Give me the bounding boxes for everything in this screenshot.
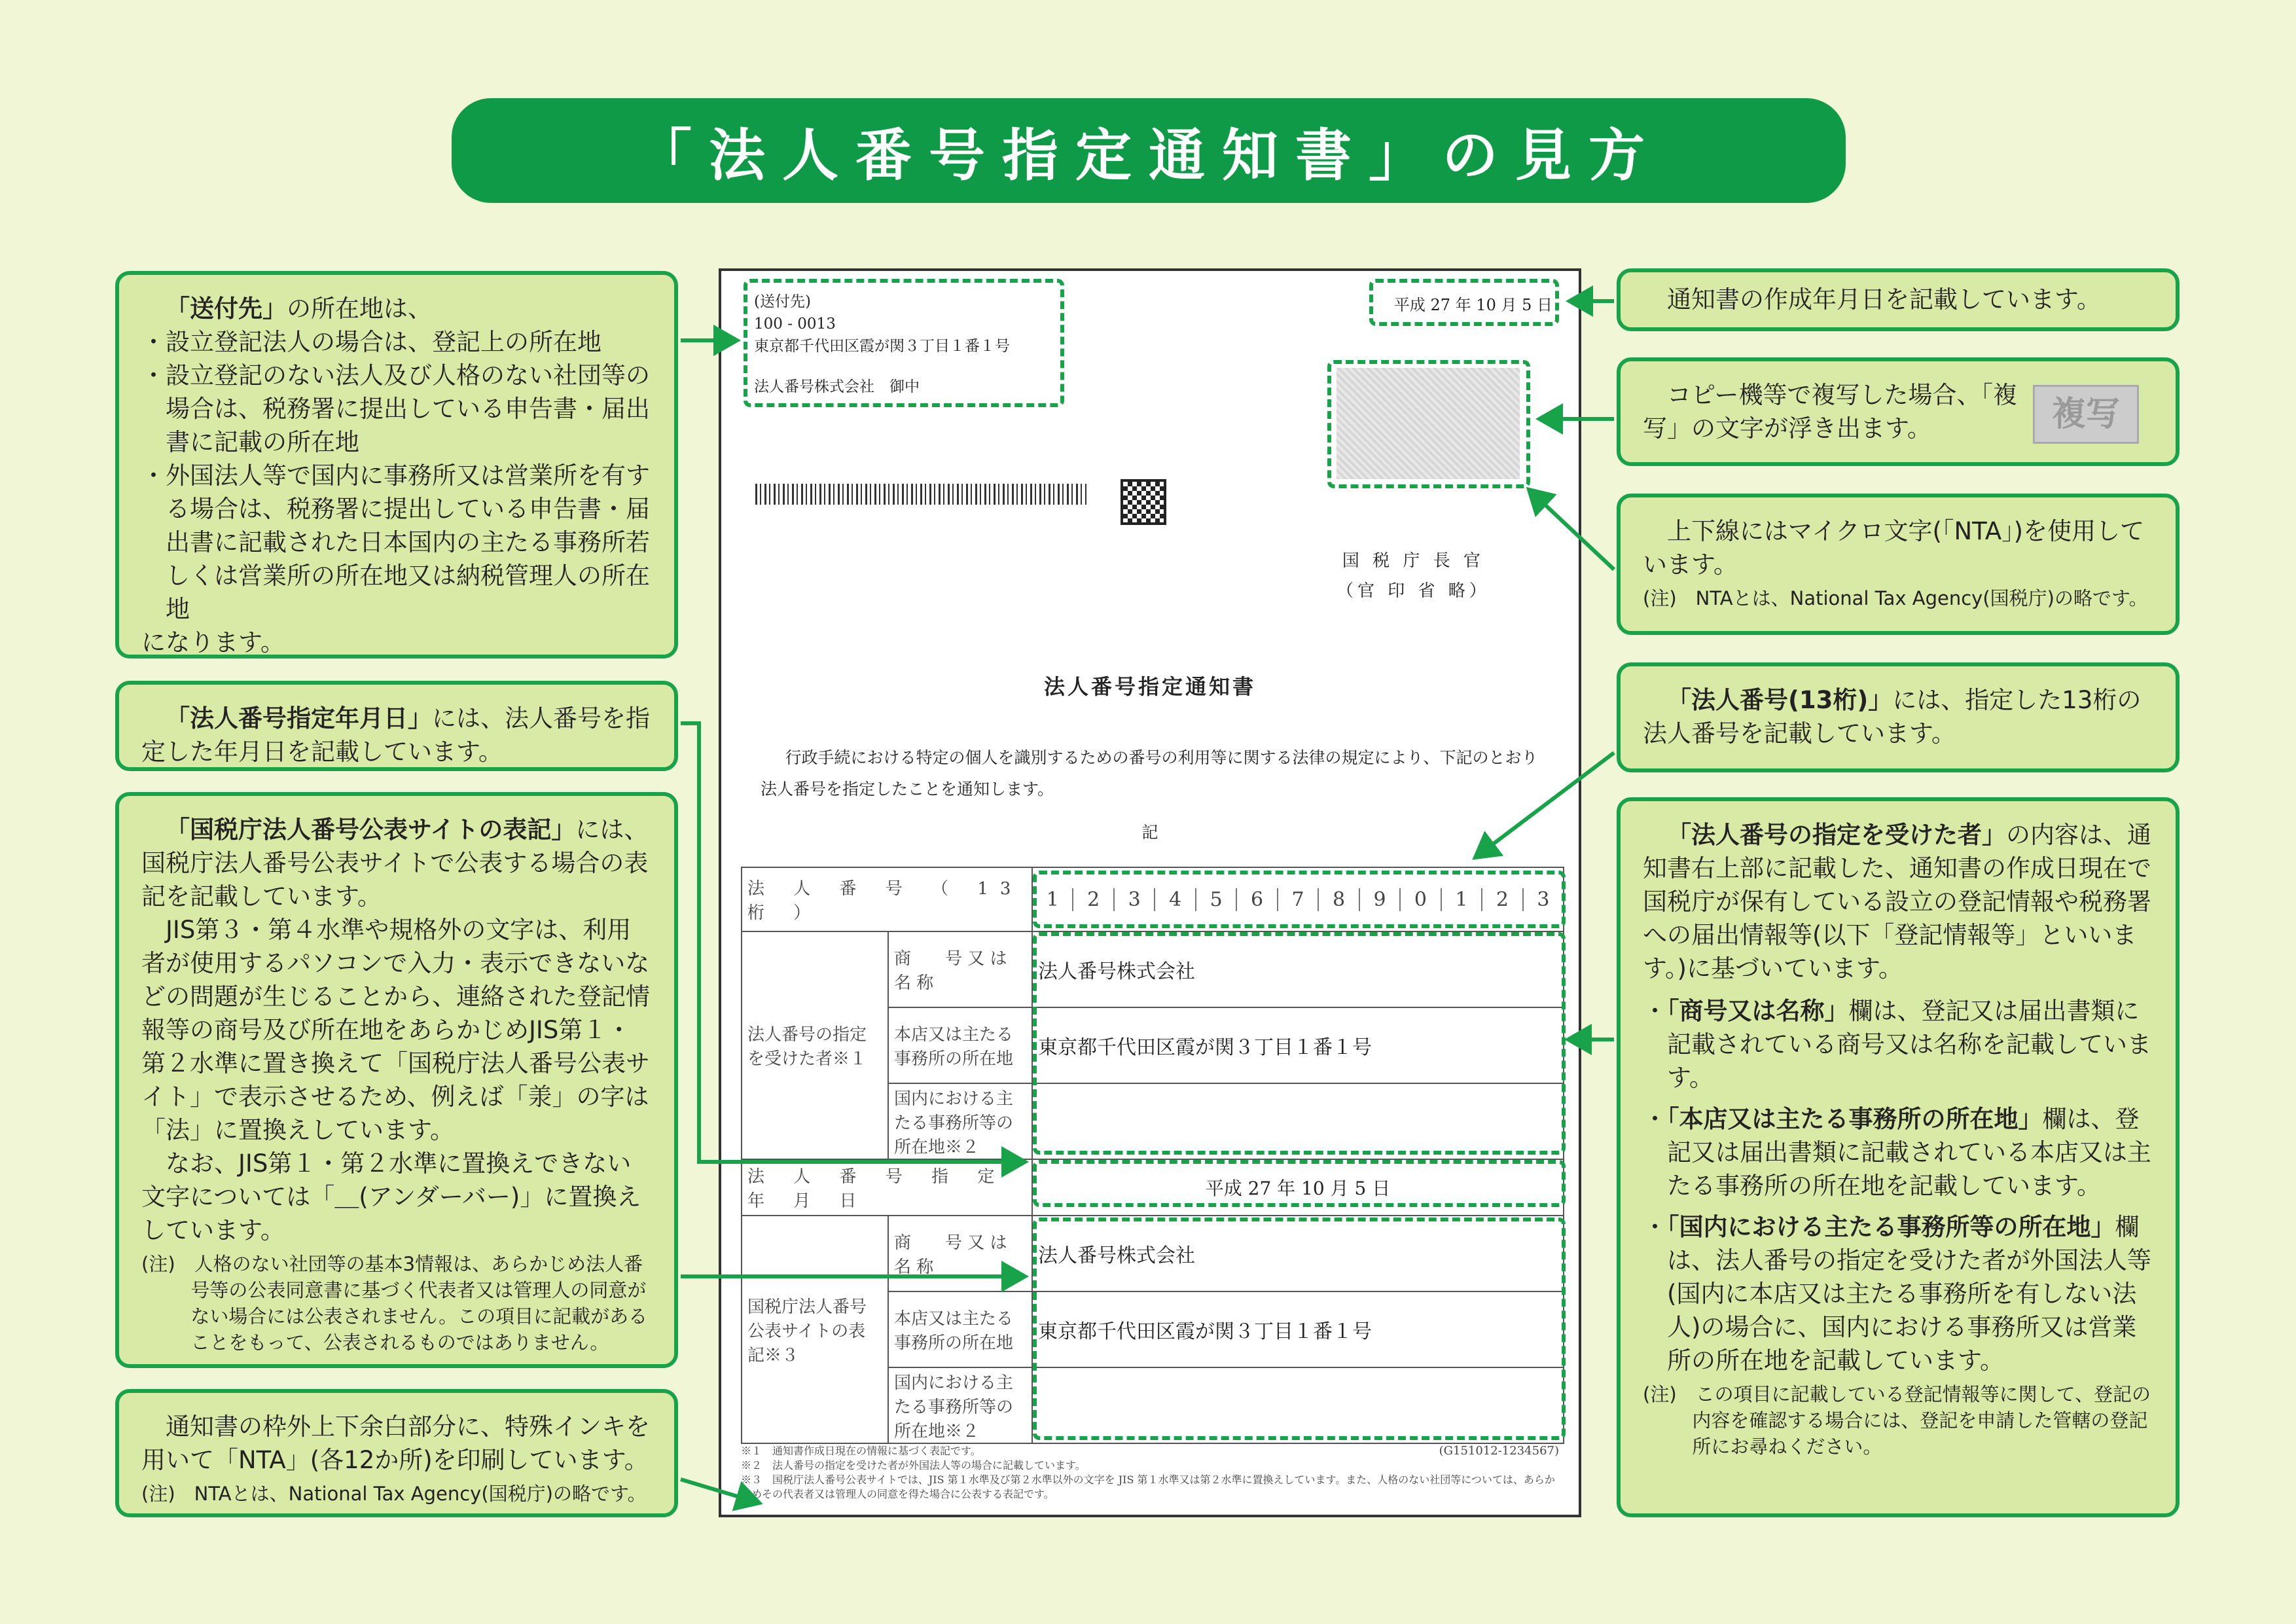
recipient-address: 東京都千代田区霞が関３丁目１番１号 [754, 338, 1010, 355]
ink-text: 通知書の枠外上下余白部分に、特殊インキを用いて「NTA」(各12か所)を印刷しています。 [141, 1413, 650, 1474]
issuer: 国 税 庁 長 官 [1342, 551, 1484, 571]
digit: 7 [1277, 888, 1318, 911]
document-title: 法人番号指定通知書 [1043, 674, 1256, 699]
publication-p3: なお、JIS第１・第２水準に置換えできない文字については「＿(アンダーバー)」に置換えしています。 [141, 1149, 641, 1244]
address-lead-rest: の所在地は、 [287, 295, 432, 323]
site-company-address: 東京都千代田区霞が関３丁目１番１号 [1032, 1291, 1564, 1367]
number-label: 法 人 番 号 （ 13 桁 ） [742, 867, 1032, 931]
company-name: 法人番号株式会社 [1032, 931, 1564, 1007]
arrow-date [681, 723, 1025, 1162]
site-row-domestic-label: 国内における主たる事務所等の所在地※２ [888, 1367, 1032, 1443]
row-domestic-label: 国内における主たる事務所等の所在地※２ [888, 1083, 1032, 1159]
send-to-label: (送付先) [754, 293, 811, 310]
arrow-ink [681, 1479, 759, 1503]
digit: 1 [1441, 888, 1481, 911]
address-item: ・外国法人等で国内に事務所又は営業所を有する場合は、税務署に提出している申告書・届出書に記載された日本国内の主たる事務所若しくは営業所の所在地又は納税管理人の所在地 [141, 461, 650, 623]
recipient-note: (注) この項目に記載している登記情報等に関して、登記の内容を確認する場合には、登記を申請した管轄の登記所にお尋ねください。 [1643, 1383, 2151, 1458]
document-body: 行政手続における特定の個人を識別するための番号の利用等に関する法律の規定により、下記のとおり法人番号を指定したことを通知します。 [761, 748, 1538, 799]
digit: 3 [1113, 888, 1154, 911]
publication-lead: 「国税庁法人番号公表サイトの表記」 [166, 816, 576, 844]
ki-mark: 記 [1141, 823, 1158, 842]
publication-p1: には、国税庁法人番号公表サイトで公表する場合の表記を記載しています。 [141, 816, 649, 911]
footnote: ※１ 通知書作成日現在の情報に基づく表記です。 [741, 1445, 981, 1457]
number-text: には、指定した13桁の法人番号を記載しています。 [1643, 686, 2142, 748]
publication-note: (注) 人格のない社団等の基本3情報は、あらかじめ法人番号等の公表同意書に基づく代表者又は管理人の同意がない場合には公表されません。この項目に記載があることをもって、公表されるものではありません。 [141, 1253, 648, 1354]
number-lead: 「法人番号(13桁)」 [1667, 686, 1893, 714]
footnote: ※３ 国税庁法人番号公表サイトでは、JIS 第１水準及び第２水準以外の文字を JIS 第１水準又は第２水準に置換えしています。また、人格のない社団等については、あらかじめその代表者又は管理人の同意を得た場合に公表する表記です。 [741, 1473, 1555, 1500]
address-lead: 「送付先」 [166, 295, 287, 323]
row-hq-label: 本店又は主たる事務所の所在地 [888, 1007, 1032, 1083]
arrow-number [1475, 753, 1614, 857]
document-code: (G151012-1234567) [1439, 1444, 1559, 1458]
publication-p2: JIS第３・第４水準や規格外の文字は、利用者が使用するパソコンで入力・表示できないなどの問題が生じることから、連絡された登記情報等の商号及び所在地をあらかじめJIS第１・第２水準に置き換えて「国税庁法人番号公表サイト」で表示させるため、例えば「𣴎」の字は「法」に置換えしています。 [141, 916, 650, 1144]
addressee: 法人番号株式会社 御中 [754, 378, 920, 395]
address-item: ・設立登記法人の場合は、登記上の所在地 [141, 328, 601, 356]
recipient-label: 法人番号の指定を受けた者※１ [742, 931, 888, 1159]
ink-note: (注) NTAとは、National Tax Agency(国税庁)の略です。 [141, 1483, 647, 1505]
page-title: 「法人番号指定通知書」の見方 [452, 98, 1846, 203]
site-row-name-label: 商 号 又 は 名 称 [888, 1216, 1032, 1291]
site-row-hq-label: 本店又は主たる事務所の所在地 [888, 1291, 1032, 1367]
digit: 0 [1399, 888, 1440, 911]
digit: 2 [1481, 888, 1522, 911]
digit: 4 [1154, 888, 1194, 911]
issue-date-text: 通知書の作成年月日を記載しています。 [1667, 285, 2102, 314]
digit: 9 [1359, 888, 1399, 911]
designated-date: 平成 27 年 10 月 5 日 [1032, 1159, 1564, 1216]
recipient-item: ・「本店又は主たる事務所の所在地」欄は、登記又は届出書類に記載されている本店又は主たる事務所の所在地を記載しています。 [1643, 1105, 2151, 1200]
micro-note: (注) NTAとは、National Tax Agency(国税庁)の略です。 [1643, 587, 2148, 609]
company-address: 東京都千代田区霞が関３丁目１番１号 [1032, 1007, 1564, 1083]
digit: 6 [1236, 888, 1276, 911]
digit: 3 [1522, 888, 1563, 911]
digit: 5 [1195, 888, 1236, 911]
footnote: ※２ 法人番号の指定を受けた者が外国法人等の場合に記載しています。 [741, 1459, 1086, 1471]
seal-note: （官 印 省 略） [1336, 581, 1490, 601]
issue-date: 平成 27 年 10 月 5 日 [1393, 296, 1552, 314]
arrow-micro [1529, 490, 1614, 569]
site-company-name: 法人番号株式会社 [1032, 1216, 1564, 1291]
postal-code: 100 - 0013 [754, 316, 836, 333]
recipient-item: ・「国内における主たる事務所等の所在地」欄は、法人番号の指定を受けた者が外国法人等(国内に本店又は主たる事務所を有しない法人)の場合に、国内における事務所又は営業所の所在地を記載しています。 [1643, 1213, 2151, 1375]
recipient-item: ・「商号又は名称」欄は、登記又は届出書類に記載されている商号又は名称を記載しています。 [1643, 997, 2151, 1092]
copy-text: コピー機等で複写した場合、「複写」の文字が浮き出ます。 [1643, 381, 2018, 442]
digit: 2 [1072, 888, 1113, 911]
micro-text: 上下線にはマイクロ文字(「NTA」)を使用しています。 [1643, 517, 2145, 579]
address-item: ・設立登記のない法人及び人格のない社団等の場合は、税務署に提出している申告書・届出書に記載の所在地 [141, 361, 650, 456]
digit: 1 [1046, 888, 1059, 911]
recipient-lead: 「法人番号の指定を受けた者」 [1667, 821, 2006, 849]
recipient-p1: の内容は、通知書右上部に記載した、通知書の作成日現在で国税庁が保有している設立の登記情報や税務署への届出情報等(以下「登記情報等」といいます。)に基づいています。 [1643, 821, 2151, 983]
copy-stamp: 複写 [2033, 385, 2139, 444]
date-lead: 「法人番号指定年月日」 [166, 704, 432, 732]
row-name-label: 商 号 又 は 名 称 [888, 931, 1032, 1007]
digit: 8 [1318, 888, 1358, 911]
address-tail: になります。 [141, 628, 285, 657]
date-label: 法 人 番 号 指 定 年 月 日 [742, 1159, 1032, 1216]
site-label: 国税庁法人番号公表サイトの表記※３ [742, 1216, 888, 1443]
date-text: には、法人番号を指定した年月日を記載しています。 [141, 704, 650, 766]
